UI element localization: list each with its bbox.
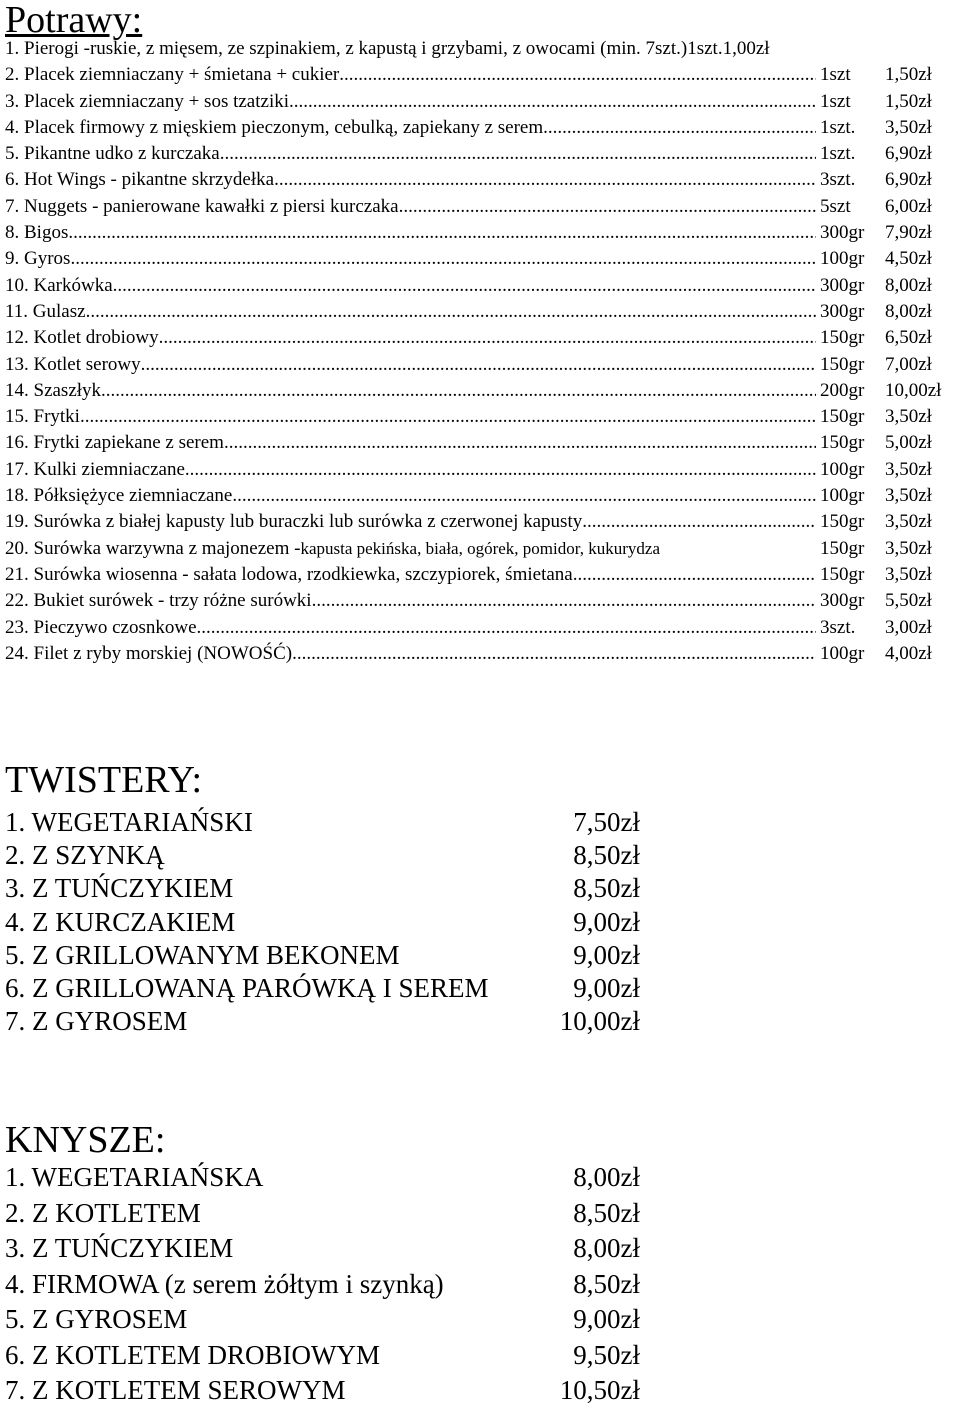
item-price: 8,50zł bbox=[573, 1197, 640, 1228]
twistery-item bbox=[5, 906, 705, 939]
item-price: 3,50zł bbox=[885, 537, 932, 559]
dot-leader bbox=[70, 246, 816, 272]
potrawy-item bbox=[5, 115, 955, 141]
dot-leader bbox=[339, 62, 816, 88]
dot-leader bbox=[292, 641, 816, 667]
potrawy-item bbox=[5, 483, 955, 509]
item-qty: 3szt. bbox=[820, 616, 856, 638]
item-price: 3,50zł bbox=[885, 511, 932, 533]
item-qty: 150gr bbox=[820, 563, 865, 585]
dot-leader bbox=[224, 430, 816, 456]
potrawy-item bbox=[5, 299, 955, 325]
item-price: 7,00zł bbox=[885, 353, 932, 375]
item-label: 8. Bigos bbox=[5, 222, 69, 244]
knysze-item bbox=[5, 1231, 705, 1267]
knysze-item bbox=[5, 1160, 705, 1196]
item-label: 5. Z GYROSEM bbox=[5, 1304, 188, 1334]
item-price: 3,00zł bbox=[885, 616, 932, 638]
item-label: 23. Pieczywo czosnkowe bbox=[5, 616, 197, 638]
dot-leader bbox=[573, 562, 816, 588]
potrawy-item bbox=[5, 615, 955, 641]
item-label: 6. Z KOTLETEM DROBIOWYM bbox=[5, 1339, 380, 1370]
item-label: 1. WEGETARIAŃSKI bbox=[5, 807, 253, 837]
item-label: 7. Nuggets - panierowane kawałki z piersi kurczaka bbox=[5, 195, 399, 217]
knysze-item bbox=[5, 1196, 705, 1232]
item-qty: 1szt. bbox=[820, 116, 856, 138]
item-price: 1,50zł bbox=[885, 64, 932, 86]
item-label: 15. Frytki bbox=[5, 406, 80, 428]
item-price: 5,50zł bbox=[885, 590, 932, 612]
knysze-title: KNYSZE: bbox=[5, 1119, 166, 1161]
item-qty: 150gr bbox=[820, 511, 865, 533]
potrawy-list bbox=[5, 36, 955, 667]
item-price: 7,50zł bbox=[573, 807, 640, 837]
item-price: 4,00zł bbox=[885, 642, 932, 664]
knysze-item bbox=[5, 1267, 705, 1303]
item-label: 12. Kotlet drobiowy bbox=[5, 327, 159, 349]
dot-leader bbox=[86, 299, 816, 325]
item-label: 19. Surówka z białej kapusty lub buraczki lub surówka z czerwonej kapusty bbox=[5, 511, 583, 533]
item-qty: 5szt bbox=[820, 195, 851, 217]
potrawy-item bbox=[5, 36, 955, 62]
dot-leader bbox=[159, 325, 816, 351]
item-qty: 300gr bbox=[820, 274, 865, 296]
knysze-item bbox=[5, 1373, 705, 1409]
item-label: 4. FIRMOWA (z serem żółtym i szynką) bbox=[5, 1268, 444, 1299]
item-label: 9. Gyros bbox=[5, 248, 71, 270]
item-price: 9,50zł bbox=[573, 1339, 640, 1370]
twistery-item bbox=[5, 839, 705, 872]
item-label: 1. Pierogi -ruskie, z mięsem, ze szpinakiem, z kapustą i grzybami, z owocami (min. 7szt.)1szt.1,00zł bbox=[5, 38, 770, 59]
dot-leader bbox=[289, 89, 816, 115]
potrawy-item bbox=[5, 457, 955, 483]
item-label: 3. Z TUŃCZYKIEM bbox=[5, 1233, 234, 1263]
item-label: 10. Karkówka bbox=[5, 274, 113, 296]
dot-leader bbox=[101, 378, 816, 404]
item-qty: 150gr bbox=[820, 353, 865, 375]
item-price: 3,50zł bbox=[885, 406, 932, 428]
item-label: 17. Kulki ziemniaczane bbox=[5, 458, 185, 480]
twistery-item bbox=[5, 972, 705, 1005]
item-label: 22. Bukiet surówek - trzy różne surówki bbox=[5, 590, 312, 612]
item-label: 18. Półksiężyce ziemniaczane bbox=[5, 485, 233, 507]
twistery-title: TWISTERY: bbox=[5, 759, 203, 801]
dot-leader bbox=[312, 588, 816, 614]
dot-leader bbox=[113, 273, 816, 299]
item-label: 5. Z GRILLOWANYM BEKONEM bbox=[5, 939, 400, 970]
item-price: 3,50zł bbox=[885, 116, 932, 138]
twistery-item bbox=[5, 1005, 705, 1038]
item-price: 8,00zł bbox=[885, 300, 932, 322]
item-label: 3. Z TUŃCZYKIEM bbox=[5, 873, 234, 904]
dot-leader bbox=[80, 404, 816, 430]
dot-leader bbox=[232, 483, 816, 509]
item-label: 1. WEGETARIAŃSKA bbox=[5, 1162, 264, 1192]
potrawy-item bbox=[5, 141, 955, 167]
dot-leader bbox=[274, 167, 816, 193]
potrawy-item bbox=[5, 536, 955, 562]
item-price: 10,00zł bbox=[885, 379, 942, 401]
item-price: 6,50zł bbox=[885, 327, 932, 349]
item-price: 1,50zł bbox=[885, 90, 932, 112]
item-label: 11. Gulasz bbox=[5, 300, 86, 322]
item-price: 10,00zł bbox=[559, 1006, 640, 1037]
item-price: 8,00zł bbox=[573, 1233, 640, 1263]
item-qty: 100gr bbox=[820, 485, 865, 507]
item-price: 4,50zł bbox=[885, 248, 932, 270]
item-price: 6,00zł bbox=[885, 195, 932, 217]
potrawy-item bbox=[5, 167, 955, 193]
potrawy-item bbox=[5, 62, 955, 88]
item-qty: 100gr bbox=[820, 642, 865, 664]
potrawy-item bbox=[5, 562, 955, 588]
item-qty: 300gr bbox=[820, 590, 865, 612]
potrawy-item bbox=[5, 220, 955, 246]
item-label: 24. Filet z ryby morskiej (NOWOŚĆ) bbox=[5, 642, 293, 664]
knysze-list bbox=[5, 1160, 705, 1409]
item-price: 5,00zł bbox=[885, 432, 932, 454]
item-label: 5. Pikantne udko z kurczaka bbox=[5, 143, 220, 165]
item-label: 14. Szaszłyk bbox=[5, 379, 102, 401]
item-qty: 3szt. bbox=[820, 169, 856, 191]
item-label: 6. Z GRILLOWANĄ PARÓWKĄ I SEREM bbox=[5, 972, 489, 1003]
item-label-detail: kapusta pekińska, biała, ogórek, pomidor, kukurydza bbox=[300, 538, 660, 558]
twistery-item bbox=[5, 872, 705, 905]
item-qty: 100gr bbox=[820, 458, 865, 480]
twistery-list bbox=[5, 806, 705, 1038]
item-price: 8,50zł bbox=[573, 1268, 640, 1299]
item-qty: 300gr bbox=[820, 300, 865, 322]
dot-leader bbox=[543, 115, 816, 141]
item-price: 8,50zł bbox=[573, 873, 640, 904]
dot-leader bbox=[582, 509, 816, 535]
item-qty: 1szt bbox=[820, 64, 851, 86]
potrawy-title: Potrawy: bbox=[5, 0, 143, 41]
knysze-item bbox=[5, 1302, 705, 1338]
item-price: 3,50zł bbox=[885, 563, 932, 585]
item-qty: 150gr bbox=[820, 432, 865, 454]
potrawy-item bbox=[5, 352, 955, 378]
item-price: 8,50zł bbox=[573, 840, 640, 871]
item-price: 9,00zł bbox=[573, 939, 640, 970]
item-label: 4. Z KURCZAKIEM bbox=[5, 906, 236, 937]
item-qty: 150gr bbox=[820, 537, 865, 559]
dot-leader bbox=[141, 352, 816, 378]
dot-leader bbox=[197, 615, 816, 641]
item-price: 6,90zł bbox=[885, 143, 932, 165]
item-qty: 1szt bbox=[820, 90, 851, 112]
item-qty: 100gr bbox=[820, 248, 865, 270]
potrawy-item bbox=[5, 246, 955, 272]
potrawy-item bbox=[5, 588, 955, 614]
item-qty: 200gr bbox=[820, 379, 865, 401]
item-label: 2. Z SZYNKĄ bbox=[5, 840, 165, 871]
potrawy-item bbox=[5, 641, 955, 667]
knysze-item bbox=[5, 1338, 705, 1374]
potrawy-item bbox=[5, 325, 955, 351]
potrawy-item bbox=[5, 430, 955, 456]
item-price: 9,00zł bbox=[573, 906, 640, 937]
item-price: 9,00zł bbox=[573, 972, 640, 1003]
dot-leader bbox=[185, 457, 816, 483]
item-label: 7. Z KOTLETEM SEROWYM bbox=[5, 1375, 346, 1405]
item-price: 10,50zł bbox=[559, 1375, 640, 1405]
item-price: 8,00zł bbox=[573, 1162, 640, 1192]
item-label: 7. Z GYROSEM bbox=[5, 1006, 188, 1037]
potrawy-item bbox=[5, 509, 955, 535]
item-label: 2. Z KOTLETEM bbox=[5, 1197, 201, 1228]
item-label: 13. Kotlet serowy bbox=[5, 353, 141, 375]
item-label: 6. Hot Wings - pikantne skrzydełka bbox=[5, 169, 275, 191]
item-price: 3,50zł bbox=[885, 485, 932, 507]
potrawy-item bbox=[5, 404, 955, 430]
twistery-item bbox=[5, 806, 705, 839]
item-price: 9,00zł bbox=[573, 1304, 640, 1334]
item-label: 16. Frytki zapiekane z serem bbox=[5, 432, 224, 454]
item-label: 20. Surówka warzywna z majonezem - bbox=[5, 537, 301, 559]
item-price: 6,90zł bbox=[885, 169, 932, 191]
dot-leader bbox=[399, 194, 816, 220]
potrawy-item bbox=[5, 378, 955, 404]
potrawy-item bbox=[5, 273, 955, 299]
dot-leader bbox=[220, 141, 816, 167]
twistery-item bbox=[5, 939, 705, 972]
item-price: 7,90zł bbox=[885, 222, 932, 244]
item-qty: 300gr bbox=[820, 222, 865, 244]
item-label: 2. Placek ziemniaczany + śmietana + cukier bbox=[5, 64, 340, 86]
item-qty: 1szt. bbox=[820, 143, 856, 165]
potrawy-item bbox=[5, 89, 955, 115]
item-price: 8,00zł bbox=[885, 274, 932, 296]
item-qty: 150gr bbox=[820, 327, 865, 349]
item-qty: 150gr bbox=[820, 406, 865, 428]
potrawy-item bbox=[5, 194, 955, 220]
item-price: 3,50zł bbox=[885, 458, 932, 480]
item-label: 21. Surówka wiosenna - sałata lodowa, rzodkiewka, szczypiorek, śmietana bbox=[5, 563, 573, 585]
item-label: 3. Placek ziemniaczany + sos tzatziki bbox=[5, 90, 289, 112]
dot-leader bbox=[68, 220, 816, 246]
item-label: 4. Placek firmowy z mięskiem pieczonym, cebulką, zapiekany z serem bbox=[5, 116, 544, 138]
